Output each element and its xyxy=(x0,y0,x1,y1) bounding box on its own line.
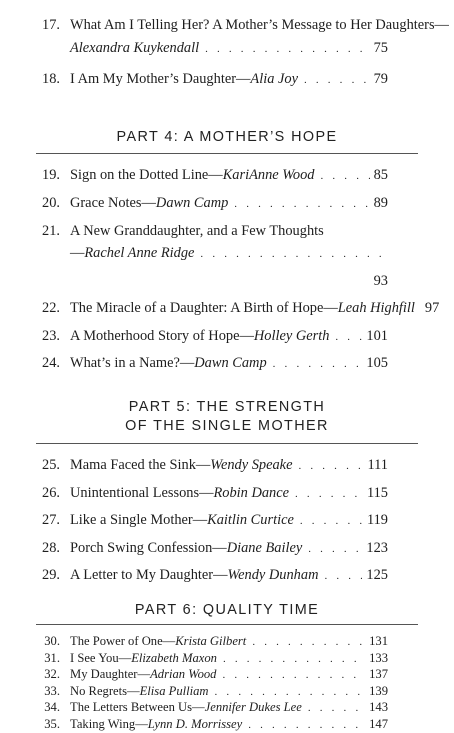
entry-title: No Regrets— xyxy=(70,683,140,698)
entry-title: Like a Single Mother— xyxy=(70,512,208,528)
entry-title: My Daughter— xyxy=(70,667,151,681)
entry-number: 20. xyxy=(42,195,60,211)
entry-page: 115 xyxy=(366,485,388,501)
dot-leader xyxy=(304,69,370,91)
entry-number: 19. xyxy=(42,167,60,183)
entry-page: 125 xyxy=(366,567,388,583)
entry-author: Kaitlin Curtice xyxy=(207,512,294,528)
entry-number: 22. xyxy=(42,300,60,316)
entry-page: 85 xyxy=(373,167,388,183)
entry-title: Sign on the Dotted Line— xyxy=(70,167,223,183)
entry-title: I See You— xyxy=(70,650,132,665)
entry-number: 24. xyxy=(42,355,60,371)
entry-page: 119 xyxy=(366,512,388,528)
entry-page: 147 xyxy=(369,716,388,731)
entry-title: The Power of One— xyxy=(70,634,176,648)
dot-leader xyxy=(234,193,369,215)
dot-leader xyxy=(223,651,365,667)
entry-number: 34. xyxy=(44,700,60,714)
entry-page: 101 xyxy=(366,328,388,344)
entry-title: Unintentional Lessons— xyxy=(70,485,214,501)
dot-leader xyxy=(273,353,363,375)
entry-author: KariAnne Wood xyxy=(222,167,315,183)
entry-title: What Am I Telling Her? A Mother’s Message to Her Daughters— xyxy=(70,17,449,33)
entry-page: 137 xyxy=(369,667,388,681)
entry-title: A New Granddaughter, and a Few Thoughts xyxy=(70,223,324,239)
entry-author: Diane Bailey xyxy=(226,540,303,556)
dot-leader xyxy=(200,243,384,265)
entry-page: 79 xyxy=(373,71,388,87)
entry-author: Lynn D. Morrissey xyxy=(147,716,243,731)
entry-title: What’s in a Name?— xyxy=(70,355,195,371)
entry-number: 29. xyxy=(42,567,60,583)
entry-number: 17. xyxy=(42,17,60,33)
entry-page: 89 xyxy=(373,195,388,211)
dot-leader xyxy=(308,538,362,560)
entry-author: Jennifer Dukes Lee xyxy=(204,700,302,714)
dot-leader xyxy=(252,634,365,650)
entry-number: 26. xyxy=(42,485,60,501)
entry-author: Rachel Anne Ridge xyxy=(84,245,195,261)
entry-number: 33. xyxy=(44,683,60,698)
entry-number: 28. xyxy=(42,540,60,556)
entry-title: Mama Faced the Sink— xyxy=(70,457,211,473)
entry-author: Robin Dance xyxy=(213,485,290,501)
dot-leader xyxy=(295,483,363,505)
entry-title: Grace Notes— xyxy=(70,195,156,211)
entry-title: The Letters Between Us— xyxy=(70,700,205,714)
dot-leader xyxy=(248,717,365,733)
entry-title: I Am My Mother’s Daughter— xyxy=(70,71,251,87)
entry-author: Alexandra Kuykendall xyxy=(70,40,200,56)
entry-page: 123 xyxy=(366,540,388,556)
entry-title: Taking Wing— xyxy=(70,716,148,731)
entry-author: Krista Gilbert xyxy=(175,634,247,648)
em-dash: — xyxy=(70,245,85,261)
dot-leader xyxy=(324,565,362,587)
entry-author: Elisa Pulliam xyxy=(139,683,209,698)
entry-page: 75 xyxy=(373,40,388,56)
entry-title: A Letter to My Daughter— xyxy=(70,567,228,583)
entry-author: Wendy Dunham xyxy=(227,567,319,583)
entry-number: 23. xyxy=(42,328,60,344)
part-heading: PART 4: A MOTHER’S HOPE xyxy=(116,129,338,145)
entry-number: 27. xyxy=(42,512,60,528)
entry-title: Porch Swing Confession— xyxy=(70,540,227,556)
entry-author: Alia Joy xyxy=(250,71,298,87)
entry-page: 133 xyxy=(369,650,388,665)
entry-page: 105 xyxy=(366,355,388,371)
entry-page: 131 xyxy=(369,634,388,648)
entry-number: 25. xyxy=(42,457,60,473)
dot-leader xyxy=(308,700,365,716)
dot-leader xyxy=(300,510,363,532)
entry-author: Dawn Camp xyxy=(194,355,267,371)
dot-leader xyxy=(335,326,362,348)
dot-leader xyxy=(205,38,370,60)
divider xyxy=(36,443,418,444)
entry-number: 35. xyxy=(44,716,60,731)
entry-page: 93 xyxy=(373,273,388,289)
part-heading-line1: PART 5: THE STRENGTH xyxy=(128,399,326,415)
part-heading: PART 6: QUALITY TIME xyxy=(134,602,320,618)
dot-leader xyxy=(215,684,366,700)
entry-number: 18. xyxy=(42,71,60,87)
entry-title: The Miracle of a Daughter: A Birth of Hope— xyxy=(70,300,338,316)
entry-number: 21. xyxy=(42,223,60,239)
entry-page: 97 xyxy=(424,300,440,316)
entry-page: 143 xyxy=(369,700,388,714)
entry-number: 32. xyxy=(44,667,60,681)
divider xyxy=(36,624,418,625)
entry-author: Dawn Camp xyxy=(155,195,229,211)
entry-author: Adrian Wood xyxy=(150,667,217,681)
entry-author: Elizabeth Maxon xyxy=(131,650,217,665)
entry-number: 30. xyxy=(44,634,60,648)
entry-author: Leah Highfill xyxy=(337,300,415,316)
divider xyxy=(36,153,418,154)
dot-leader xyxy=(298,455,363,477)
entry-page: 139 xyxy=(369,683,388,698)
entry-page: 111 xyxy=(367,457,388,473)
dot-leader xyxy=(222,667,365,683)
entry-author: Wendy Speake xyxy=(210,457,293,473)
dot-leader xyxy=(321,165,370,187)
part-heading-line2: OF THE SINGLE MOTHER xyxy=(125,418,329,434)
entry-title: A Motherhood Story of Hope— xyxy=(70,328,254,344)
entry-number: 31. xyxy=(44,650,60,665)
entry-author: Holley Gerth xyxy=(253,328,330,344)
